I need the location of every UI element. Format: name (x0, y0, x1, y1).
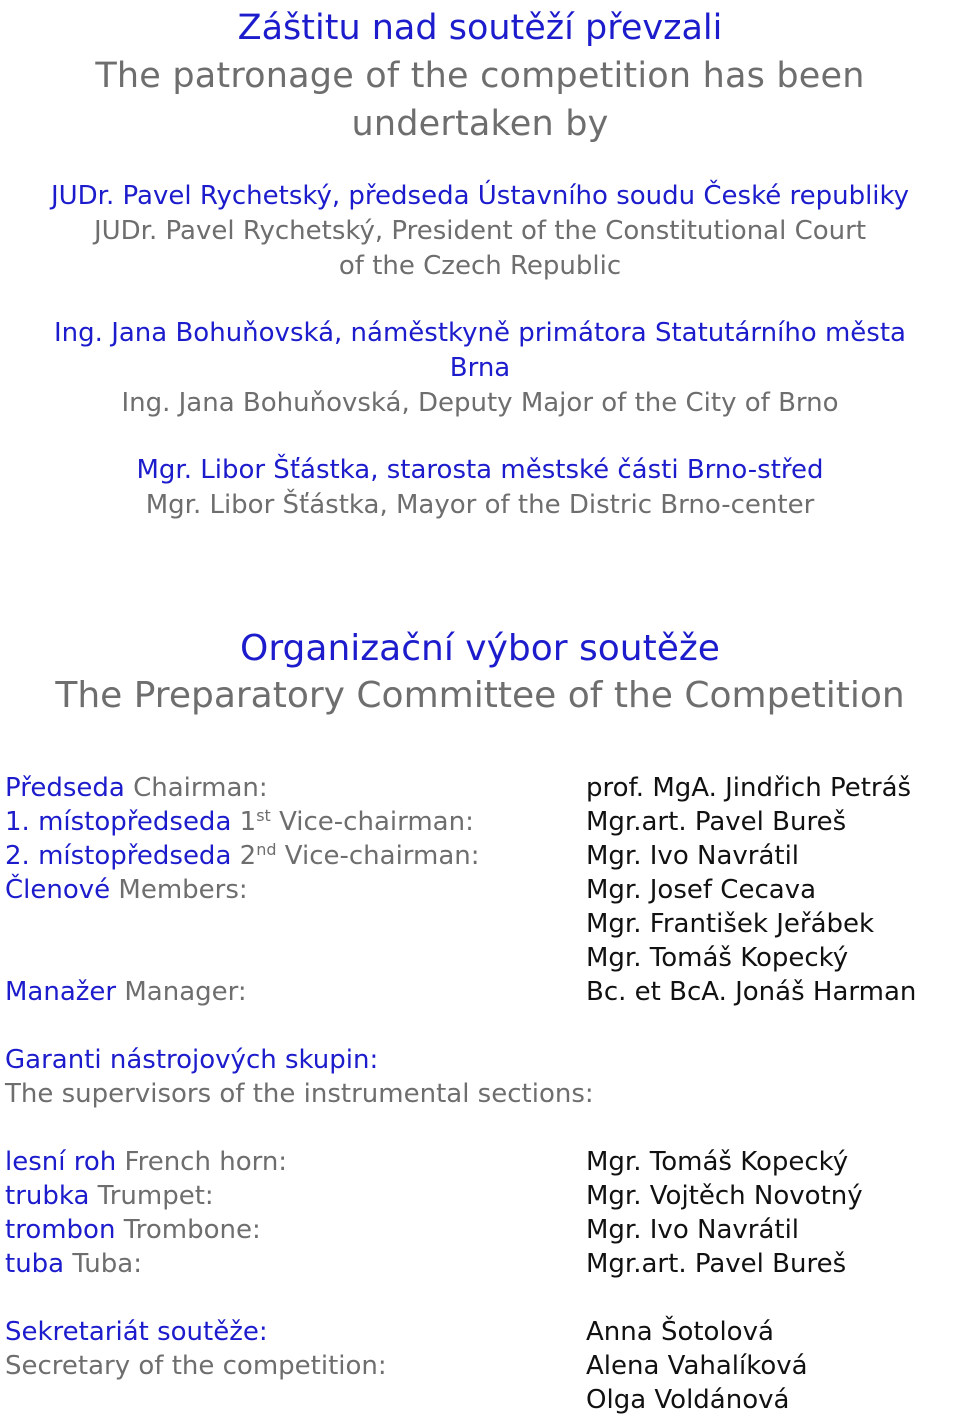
committee-title-cz: Organizační výbor soutěže (240, 628, 720, 669)
secretary-name-3: Olga Voldánová (586, 1385, 790, 1415)
vice2-sup: nd (256, 840, 277, 859)
vice1-num: 1 (239, 807, 257, 837)
tuba-name: Mgr.art. Pavel Bureš (586, 1249, 847, 1279)
manager-name: Bc. et BcA. Jonáš Harman (586, 977, 917, 1007)
chairman-label (5, 773, 268, 803)
trumpet-name: Mgr. Vojtěch Novotný (586, 1181, 863, 1211)
patronage-title-en-1: The patronage of the competition has been (95, 56, 865, 96)
supervisor-row-trumpet (5, 1181, 214, 1211)
vice1-sup: st (256, 806, 271, 825)
supervisor-row-tuba (5, 1249, 142, 1279)
vice1-name: Mgr.art. Pavel Bureš (586, 807, 847, 837)
patronage-title-en-2: undertaken by (351, 104, 609, 144)
secretary-name-1: Anna Šotolová (586, 1317, 774, 1347)
trombone-label-cz: trombon (5, 1215, 116, 1245)
patron-1-cz: JUDr. Pavel Rychetský, předseda Ústavního soudu České republiky (50, 181, 910, 211)
member-name-3: Mgr. Tomáš Kopecký (586, 943, 849, 973)
committee-title-en: The Preparatory Committee of the Competition (55, 675, 905, 716)
chairman-label-en: Chairman: (133, 773, 268, 803)
patron-1-en-1: JUDr. Pavel Rychetský, President of the Constitutional Court (93, 216, 867, 246)
patron-2-cz-2: Brna (449, 353, 511, 383)
manager-label-cz: Manažer (5, 977, 117, 1007)
chairman-label-cz: Předseda (5, 773, 125, 803)
vice2-label-en: Vice-chairman: (284, 841, 480, 871)
trombone-label-en: Trombone: (123, 1215, 261, 1245)
tuba-label-cz: tuba (5, 1249, 65, 1279)
vice1-label-en: Vice-chairman: (279, 807, 474, 837)
horn-label-en: French horn: (124, 1147, 288, 1177)
supervisor-row-trombone (5, 1215, 261, 1245)
members-label (5, 875, 248, 905)
trombone-name: Mgr. Ivo Navrátil (586, 1215, 800, 1245)
chairman-name: prof. MgA. Jindřich Petráš (586, 773, 912, 803)
patron-3-en: Mgr. Libor Šťástka, Mayor of the Distric Brno-center (145, 490, 815, 520)
supervisor-row-horn (5, 1147, 287, 1177)
vice1-label-cz: 1. místopředseda (5, 807, 232, 837)
trumpet-label-cz: trubka (5, 1181, 90, 1211)
secretariat-title-en: Secretary of the competition: (5, 1351, 387, 1381)
patron-3-cz: Mgr. Libor Šťástka, starosta městské části Brno-střed (136, 455, 824, 485)
supervisors-title-en: The supervisors of the instrumental sections: (5, 1079, 594, 1109)
member-name-2: Mgr. František Jeřábek (586, 909, 875, 939)
manager-label-en: Manager: (124, 977, 247, 1007)
manager-label (5, 977, 247, 1007)
vice1-label (5, 807, 474, 837)
supervisors-title-cz: Garanti nástrojových skupin: (5, 1045, 379, 1075)
tuba-label-en: Tuba: (72, 1249, 142, 1279)
secretary-name-2: Alena Vahalíková (586, 1351, 808, 1381)
patronage-title-cz: Záštitu nad soutěží převzali (237, 8, 723, 48)
vice2-num: 2 (239, 841, 257, 871)
members-label-en: Members: (118, 875, 248, 905)
member-name-1: Mgr. Josef Cecava (586, 875, 817, 905)
trumpet-label-en: Trumpet: (97, 1181, 214, 1211)
vice2-label-cz: 2. místopředseda (5, 841, 232, 871)
patron-1-en-2: of the Czech Republic (338, 251, 622, 281)
patron-2-en: Ing. Jana Bohuňovská, Deputy Major of the City of Brno (121, 388, 839, 418)
secretariat-title-cz: Sekretariát soutěže: (5, 1317, 268, 1347)
horn-label-cz: lesní roh (5, 1147, 117, 1177)
vice2-label (5, 841, 480, 871)
horn-name: Mgr. Tomáš Kopecký (586, 1147, 849, 1177)
patron-2-cz-1: Ing. Jana Bohuňovská, náměstkyně primátora Statutárního města (54, 318, 906, 348)
members-label-cz: Členové (5, 875, 111, 905)
vice2-name: Mgr. Ivo Navrátil (586, 841, 800, 871)
